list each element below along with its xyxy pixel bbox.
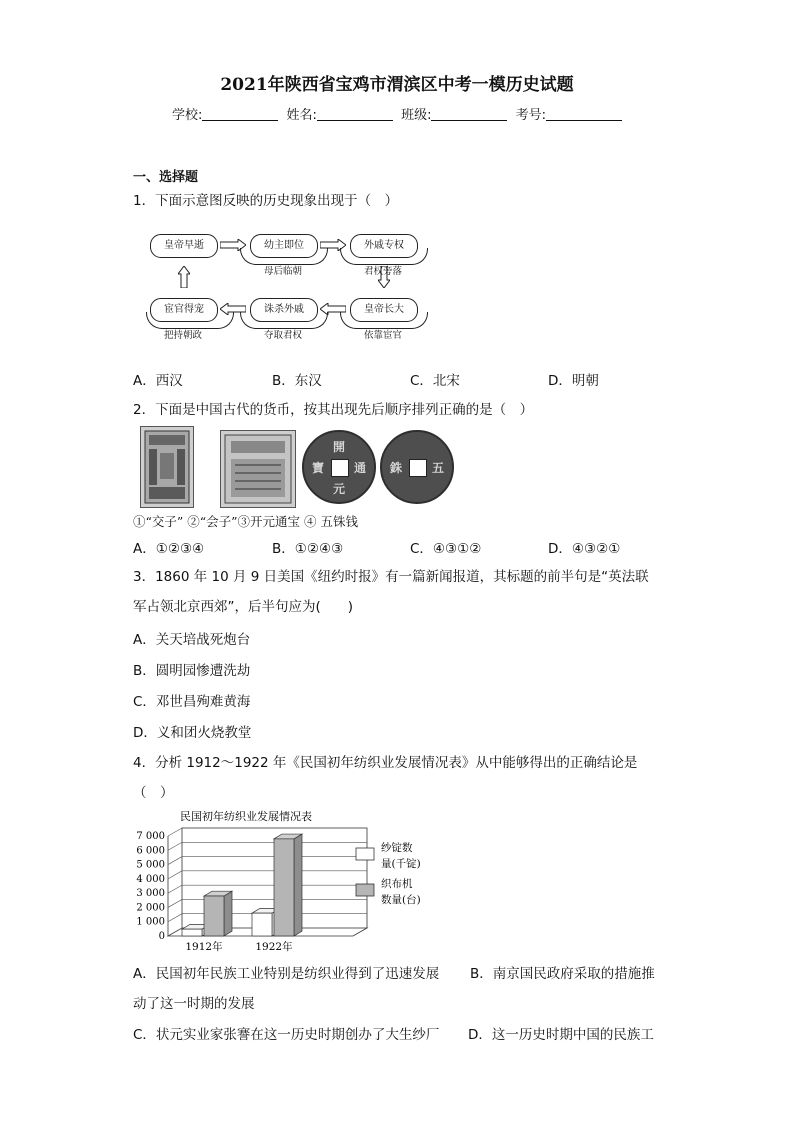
currency-caption: ①“交子” ②“会子”③开元通宝 ④ 五铢钱	[133, 514, 358, 529]
coin-char: 開	[333, 440, 346, 454]
chart-y-tick-label: 6 000	[136, 845, 165, 857]
arrow-right-icon	[320, 239, 346, 251]
school-blank	[202, 108, 278, 121]
q1-option-b: B．东汉	[272, 373, 322, 389]
class-blank	[431, 108, 507, 121]
coin-char: 五	[432, 461, 445, 475]
q3-option-b: B．圆明园惨遭洗劫	[133, 663, 251, 679]
flow-diagram	[150, 226, 430, 344]
arrow-left-icon	[220, 303, 246, 315]
diagram-sub-label: 母后临朝	[263, 266, 302, 277]
q3-option-d: D．义和团火烧教堂	[133, 725, 252, 741]
chart-x-tick-label: 1922年	[255, 941, 293, 953]
q4-option-c: C．状元实业家张謇在这一历史时期创办了大生纱厂	[133, 1027, 440, 1043]
diagram-node: 皇帝早逝	[150, 234, 218, 258]
question-3-stem-line-1: 3．1860 年 10 月 9 日美国《纽约时报》有一篇新闻报道，其标题的前半句是“英法联	[133, 569, 649, 585]
name-label: 姓名:	[286, 108, 317, 123]
class-label: 班级:	[401, 108, 432, 123]
arrow-right-icon	[220, 239, 246, 251]
student-info-line	[0, 104, 794, 123]
question-1-stem: 1．下面示意图反映的历史现象出现于（ ）	[133, 193, 399, 209]
q1-option-d: D．明朝	[548, 373, 599, 389]
legend-swatch	[356, 884, 374, 896]
diagram-node: 皇帝长大	[350, 298, 418, 322]
chart-gridline	[168, 885, 367, 893]
arrow-up-icon	[178, 266, 190, 288]
huizi-note-image	[220, 430, 296, 508]
chart-gridline	[168, 857, 367, 865]
bar-side	[224, 891, 232, 936]
bar	[204, 896, 224, 936]
chart-y-tick-label: 7 000	[136, 831, 165, 842]
question-4-stem-line-1: 4．分析 1912～1922 年《民国初年纺织业发展情况表》从中能够得出的正确结论是	[133, 755, 638, 771]
diagram-node: 幼主即位	[250, 234, 318, 258]
chart-y-tick-label: 0	[158, 931, 165, 942]
currency-images	[140, 424, 460, 510]
q3-option-c: C．邓世昌殉难黄海	[133, 694, 251, 710]
exam-number-blank	[546, 108, 622, 121]
q2-option-d: D．④③②①	[548, 541, 621, 557]
q2-option-b: B．①②④③	[272, 541, 344, 557]
textile-chart	[130, 808, 470, 958]
legend-swatch	[356, 848, 374, 860]
chart-y-tick-label: 3 000	[136, 888, 165, 900]
jiaozi-note-image	[140, 426, 194, 508]
q1-option-a: A．西汉	[133, 373, 183, 389]
chart-x-tick-label: 1912年	[185, 941, 223, 953]
diagram-node: 诛杀外戚	[250, 298, 318, 322]
chart-gridline	[168, 899, 367, 907]
bar	[182, 929, 202, 936]
chart-title: 民国初年纺织业发展情况表	[180, 810, 312, 823]
school-label: 学校:	[172, 108, 203, 123]
legend-label: 纱锭数	[381, 842, 413, 854]
question-4-stem-line-2: （ ）	[133, 785, 174, 801]
coin-char: 寶	[312, 461, 325, 475]
diagram-sub-label: 把持朝政	[163, 330, 202, 341]
diagram-sub-label: 依靠宦官	[363, 330, 402, 341]
chart-gridline	[168, 871, 367, 879]
legend-label: 织布机	[381, 878, 413, 890]
arrow-left-icon	[320, 303, 346, 315]
legend-label: 数量(台)	[381, 894, 421, 906]
chart-y-tick-label: 2 000	[136, 902, 165, 914]
chart-y-tick-label: 1 000	[136, 916, 165, 928]
section-title: 一、选择题	[133, 170, 199, 185]
bar-chart-svg	[130, 808, 470, 958]
q2-option-c: C．④③①②	[410, 541, 482, 557]
diagram-node: 宦官得宠	[150, 298, 218, 322]
coin-char: 銖	[390, 461, 403, 475]
bar	[274, 839, 294, 936]
q3-option-a: A．关天培战死炮台	[133, 632, 251, 648]
q1-option-c: C．北宋	[410, 373, 460, 389]
exam-number-label: 考号:	[515, 108, 546, 123]
bar	[252, 913, 272, 936]
question-3-stem-line-2: 军占领北京西郊”，后半句应为( )	[133, 599, 354, 615]
chart-y-tick-label: 4 000	[136, 873, 165, 885]
bar-side	[294, 834, 302, 936]
arrow-down-icon	[378, 266, 390, 288]
chart-gridline	[168, 828, 367, 836]
diagram-sub-label: 君权旁落	[363, 266, 402, 277]
q4-option-d: D．这一历史时期中国的民族工	[468, 1027, 654, 1043]
diagram-sub-label: 夺取君权	[263, 330, 302, 341]
coin-char: 元	[333, 482, 346, 496]
q4-option-b: B．南京国民政府采取的措施推	[470, 966, 655, 982]
question-2-stem: 2．下面是中国古代的货币，按其出现先后顺序排列正确的是（ ）	[133, 402, 534, 418]
q2-option-a: A．①②③④	[133, 541, 205, 557]
page-title: 2021年陕西省宝鸡市渭滨区中考一模历史试题	[220, 75, 574, 95]
kaiyuan-tongbao-coin-image	[302, 430, 376, 504]
diagram-node: 外戚专权	[350, 234, 418, 258]
wuzhu-coin-image	[380, 430, 454, 504]
legend-label: 量(千锭)	[381, 858, 421, 870]
name-blank	[317, 108, 393, 121]
q4-option-b-continued: 动了这一时期的发展	[133, 996, 255, 1012]
chart-gridline	[168, 842, 367, 850]
chart-y-tick-label: 5 000	[136, 859, 165, 871]
coin-char: 通	[354, 461, 367, 475]
q4-option-a: A．民国初年民族工业特别是纺织业得到了迅速发展	[133, 966, 440, 982]
